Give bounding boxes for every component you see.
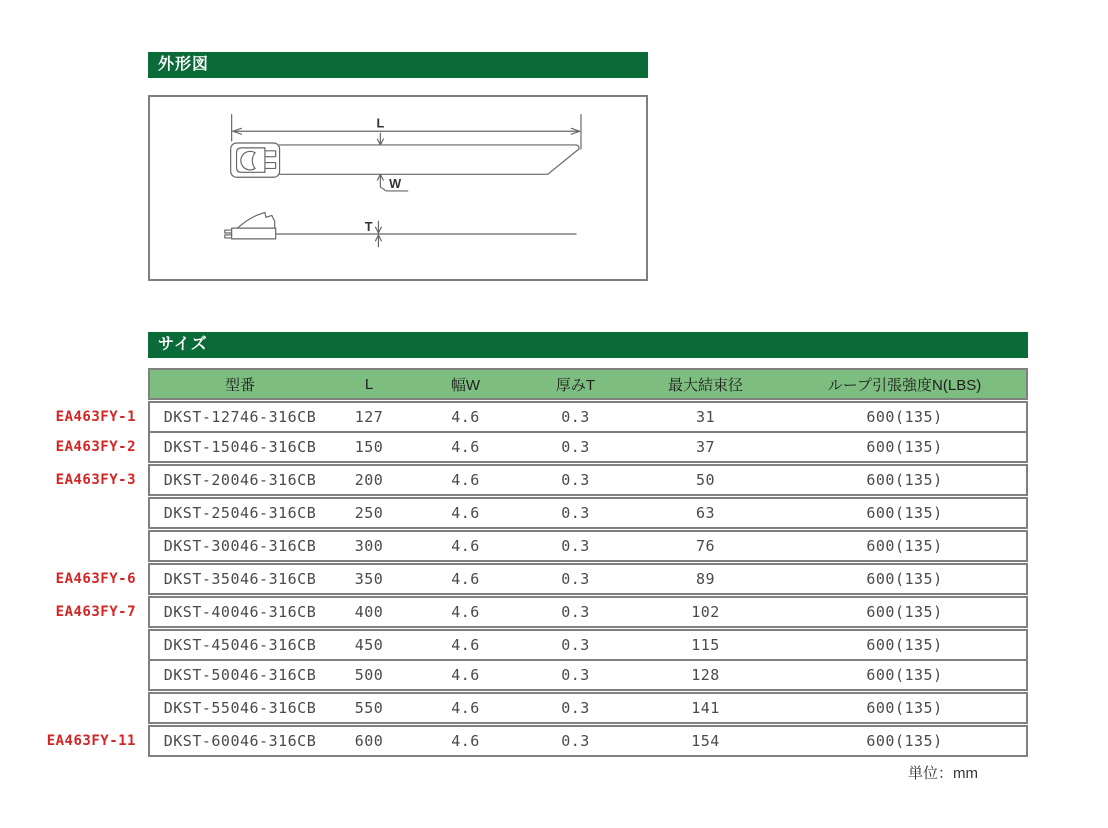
diameter-cell: 50 (695, 471, 716, 489)
strength-cell: 600(135) (866, 732, 943, 750)
width-cell: 4.6 (451, 408, 480, 426)
product-code-label: EA463FY-2 (55, 439, 136, 455)
column-header: 最大結束径 (667, 376, 743, 394)
length-cell: 350 (354, 570, 384, 588)
thickness-dimension-label: T (364, 219, 373, 235)
product-code-label: EA463FY-11 (46, 733, 136, 749)
product-code-label: EA463FY-7 (55, 604, 136, 620)
diameter-cell: 76 (695, 537, 716, 555)
product-code-label: EA463FY-1 (55, 409, 136, 425)
thickness-cell: 0.3 (561, 537, 590, 555)
table-row (148, 464, 1028, 496)
strength-cell: 600(135) (866, 438, 943, 456)
model-cell: DKST-55046-316CB (163, 699, 317, 717)
diameter-cell: 115 (691, 636, 720, 654)
strength-cell: 600(135) (866, 603, 943, 621)
length-cell: 600 (354, 732, 384, 750)
table-row (148, 563, 1028, 595)
outline-section-header (148, 52, 648, 78)
size-section-header (148, 332, 1028, 358)
column-header: 厚みT (555, 376, 596, 394)
product-code-label: EA463FY-6 (55, 571, 136, 587)
outline-section-title: 外形図 (158, 56, 210, 73)
width-cell: 4.6 (451, 636, 480, 654)
diameter-cell: 128 (691, 666, 720, 684)
table-row (148, 530, 1028, 562)
length-dimension-label: L (376, 115, 385, 131)
column-header: 型番 (224, 376, 255, 394)
side-head-wedge (238, 212, 275, 228)
strength-cell: 600(135) (866, 636, 943, 654)
model-cell: DKST-15046-316CB (163, 438, 317, 456)
side-head-body (232, 228, 276, 239)
length-cell: 550 (354, 699, 384, 717)
model-cell: DKST-20046-316CB (163, 471, 317, 489)
diameter-cell: 154 (691, 732, 720, 750)
width-cell: 4.6 (451, 603, 480, 621)
length-cell: 400 (354, 603, 384, 621)
model-cell: DKST-35046-316CB (163, 570, 317, 588)
tie-head-teeth (265, 148, 276, 172)
thickness-cell: 0.3 (561, 732, 590, 750)
tie-head-crescent (241, 151, 255, 170)
model-cell: DKST-45046-316CB (163, 636, 317, 654)
model-cell: DKST-50046-316CB (163, 666, 317, 684)
length-cell: 450 (354, 636, 384, 654)
model-cell: DKST-60046-316CB (163, 732, 317, 750)
strength-cell: 600(135) (866, 699, 943, 717)
thickness-cell: 0.3 (561, 471, 590, 489)
thickness-cell: 0.3 (561, 504, 590, 522)
thickness-cell: 0.3 (561, 699, 590, 717)
column-header: L (364, 375, 374, 393)
product-code-label: EA463FY-3 (55, 472, 136, 488)
thickness-cell: 0.3 (561, 666, 590, 684)
table-row (148, 431, 1028, 463)
column-header: 幅W (450, 376, 481, 394)
width-cell: 4.6 (451, 570, 480, 588)
length-cell: 127 (354, 408, 384, 426)
diameter-cell: 89 (695, 570, 716, 588)
table-row (148, 692, 1028, 724)
table-row (148, 725, 1028, 757)
spec-table (46, 368, 1028, 757)
width-cell: 4.6 (451, 699, 480, 717)
table-header-row (148, 368, 1028, 400)
length-cell: 500 (354, 666, 384, 684)
strength-cell: 600(135) (866, 570, 943, 588)
strength-cell: 600(135) (866, 471, 943, 489)
diameter-cell: 102 (691, 603, 720, 621)
width-cell: 4.6 (451, 504, 480, 522)
model-cell: DKST-40046-316CB (163, 603, 317, 621)
side-head-prongs (225, 230, 232, 238)
model-cell: DKST-12746-316CB (163, 408, 317, 426)
strength-cell: 600(135) (866, 537, 943, 555)
tie-strap-outline (280, 145, 579, 174)
unit-note: 単位：mm (908, 765, 978, 782)
outline-diagram-box (148, 95, 648, 281)
width-cell: 4.6 (451, 732, 480, 750)
model-cell: DKST-25046-316CB (163, 504, 317, 522)
diameter-cell: 37 (695, 438, 716, 456)
diameter-cell: 31 (695, 408, 716, 426)
width-cell: 4.6 (451, 666, 480, 684)
column-header: ループ引張強度N(LBS) (827, 376, 982, 394)
table-row (148, 629, 1028, 661)
thickness-cell: 0.3 (561, 408, 590, 426)
thickness-cell: 0.3 (561, 603, 590, 621)
strength-cell: 600(135) (866, 666, 943, 684)
length-cell: 300 (354, 537, 384, 555)
diameter-cell: 141 (691, 699, 720, 717)
thickness-cell: 0.3 (561, 570, 590, 588)
size-section-title: サイズ (158, 336, 208, 353)
length-cell: 150 (354, 438, 384, 456)
width-dimension-label: W (389, 176, 402, 192)
length-dimension-lines (232, 115, 581, 149)
strength-cell: 600(135) (866, 408, 943, 426)
thickness-cell: 0.3 (561, 438, 590, 456)
diameter-cell: 63 (695, 504, 716, 522)
table-row (148, 596, 1028, 628)
model-cell: DKST-30046-316CB (163, 537, 317, 555)
width-cell: 4.6 (451, 537, 480, 555)
table-row (148, 659, 1028, 691)
width-cell: 4.6 (451, 471, 480, 489)
strength-cell: 600(135) (866, 504, 943, 522)
length-cell: 200 (354, 471, 384, 489)
width-cell: 4.6 (451, 438, 480, 456)
thickness-cell: 0.3 (561, 636, 590, 654)
technical-drawing (150, 97, 646, 279)
table-row (148, 401, 1028, 433)
table-row (148, 497, 1028, 529)
length-cell: 250 (354, 504, 384, 522)
